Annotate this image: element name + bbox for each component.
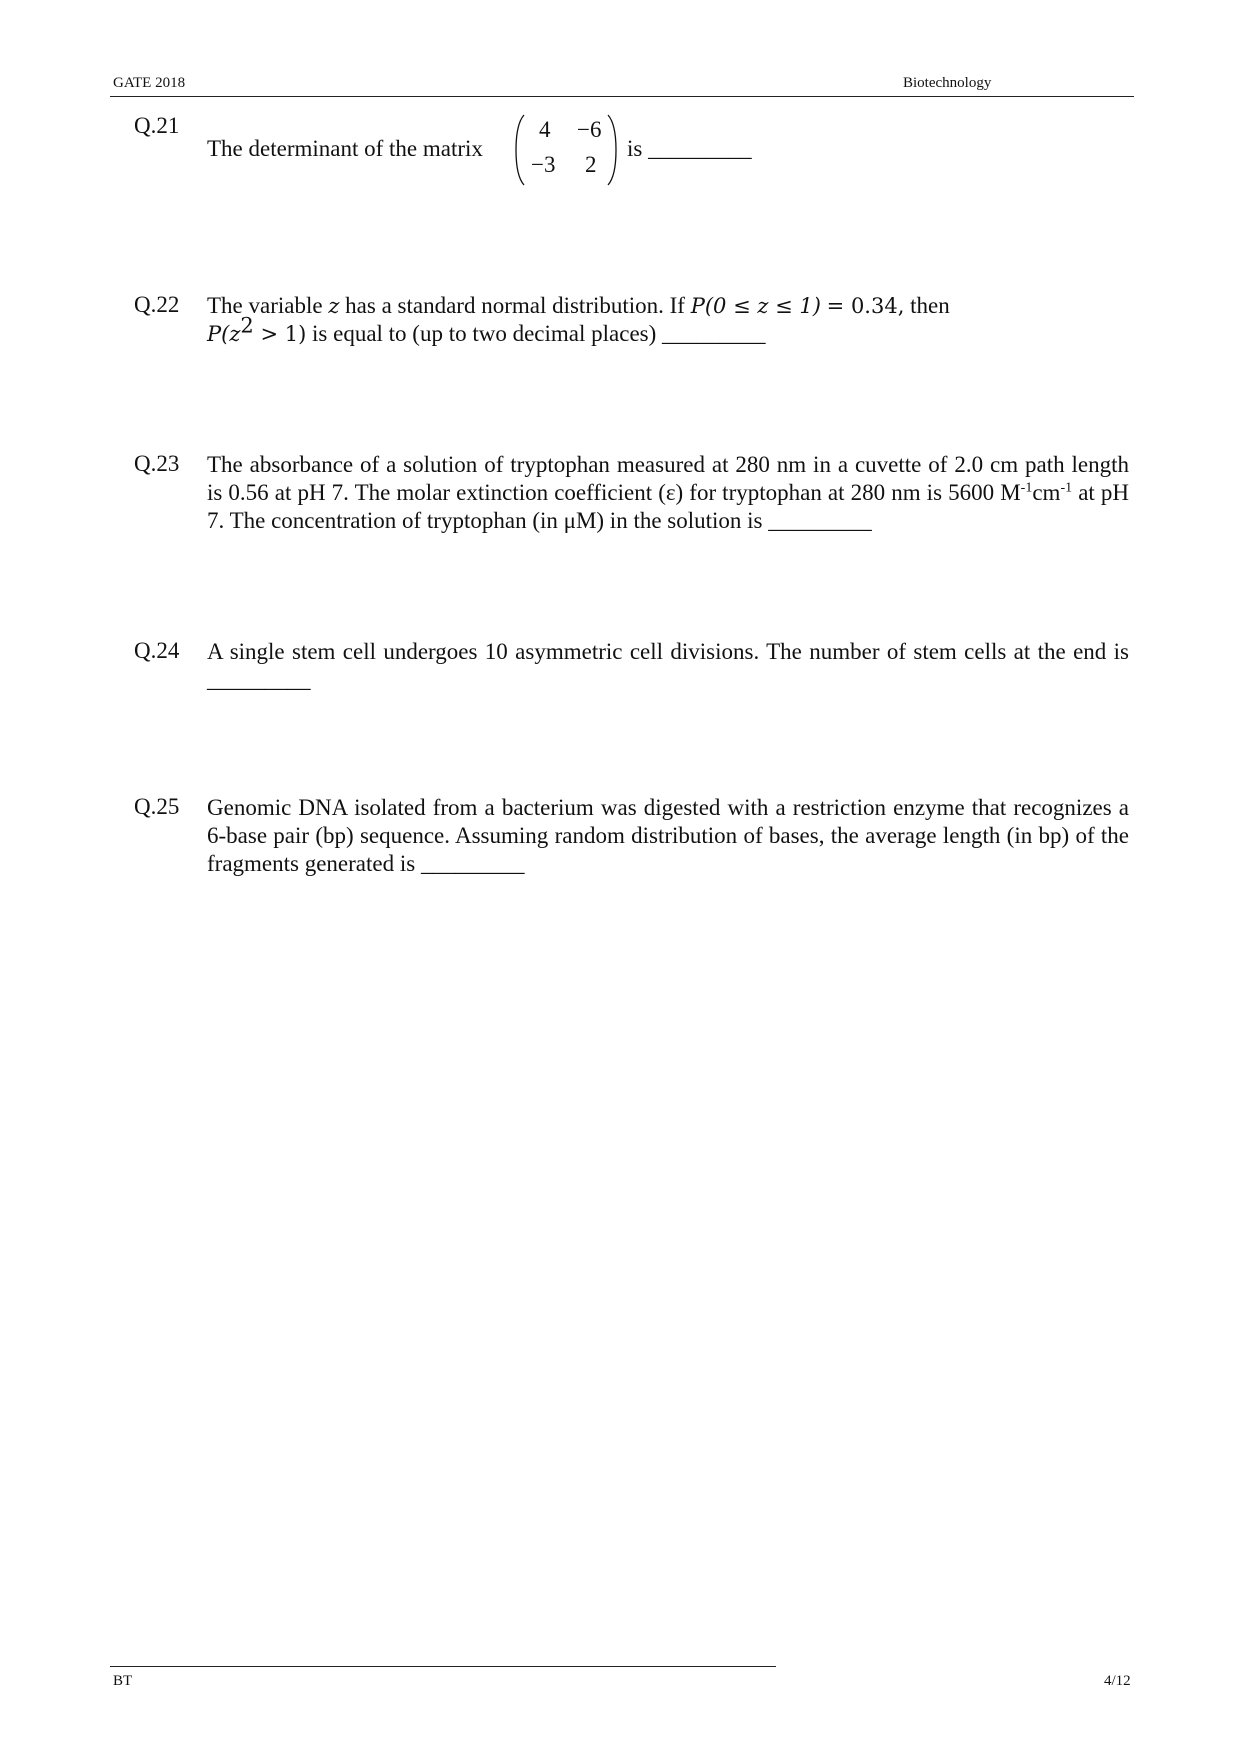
q25-number: Q.25 [134, 794, 180, 819]
q21-answer-blank: _________ [648, 136, 752, 161]
q22-prob-value: = 0.34, [826, 294, 905, 318]
q22-var: z [328, 294, 340, 318]
q22-part2: has a standard normal distribution. If [345, 293, 685, 318]
q23-part3: at pH 7. The concentration of tryptophan (in μM) in the solution is [207, 480, 1129, 533]
q22-expr-rest: > 1) [253, 322, 307, 346]
q25-answer-blank: _________ [420, 851, 525, 876]
q23-sup1: -1 [1020, 480, 1033, 496]
q22-then: then [910, 293, 950, 318]
header-exam: GATE 2018 [113, 75, 186, 91]
left-paren [515, 114, 525, 186]
q23-sup2: -1 [1060, 480, 1073, 496]
q22-part1: The variable [207, 293, 323, 318]
q22-expr: P(z [207, 322, 241, 346]
q21-prefix: The determinant of the matrix [207, 136, 483, 161]
q21-suffix-text: is [627, 136, 643, 161]
q24-number: Q.24 [134, 638, 180, 663]
q21-matrix [515, 114, 617, 186]
q22-expr-sup: 2 [240, 313, 254, 338]
footer-paper-code: BT [113, 1673, 133, 1689]
header-rule [110, 96, 1134, 97]
right-paren [607, 114, 617, 186]
q25-body: Genomic DNA isolated from a bacterium was digested with a restriction enzyme that recognizes a 6-base pair (bp) sequence. Assuming random distribution of bases, the average length (in bp) of the fragments generated is [207, 795, 1129, 876]
q23-text [207, 451, 1129, 535]
footer-page-number: 4/12 [1104, 1673, 1131, 1689]
q21-number: Q.21 [134, 113, 180, 138]
header-subject: Biotechnology [903, 75, 992, 91]
q22-answer-blank: _________ [662, 321, 766, 346]
matrix-a11: 4 [539, 117, 551, 142]
q22-text [207, 292, 1129, 348]
q24-text [207, 638, 1129, 694]
q25-text [207, 794, 1129, 878]
q23-part2: cm [1032, 480, 1061, 505]
matrix-a22: 2 [585, 152, 597, 177]
q22-number: Q.22 [134, 292, 180, 317]
q22-part4: is equal to (up to two decimal places) [312, 321, 657, 346]
matrix-a12: −6 [577, 117, 602, 142]
q23-answer-blank: _________ [768, 508, 872, 533]
q21-suffix [627, 135, 807, 163]
q23-part1: The absorbance of a solution of tryptophan measured at 280 nm in a cuvette of 2.0 cm path length is 0.56 at pH 7. The molar extinction coefficient (ε) for tryptophan at 280 nm is 5600 M [207, 452, 1129, 505]
q22-prob: P(0 ≤ z ≤ 1) [690, 294, 821, 318]
q24-body: A single stem cell undergoes 10 asymmetric cell divisions. The number of stem cells at the end is [207, 639, 1129, 664]
q24-answer-blank: _________ [207, 667, 311, 692]
footer-rule [110, 1666, 776, 1667]
q23-number: Q.23 [134, 451, 180, 476]
matrix-a21: −3 [531, 152, 556, 177]
